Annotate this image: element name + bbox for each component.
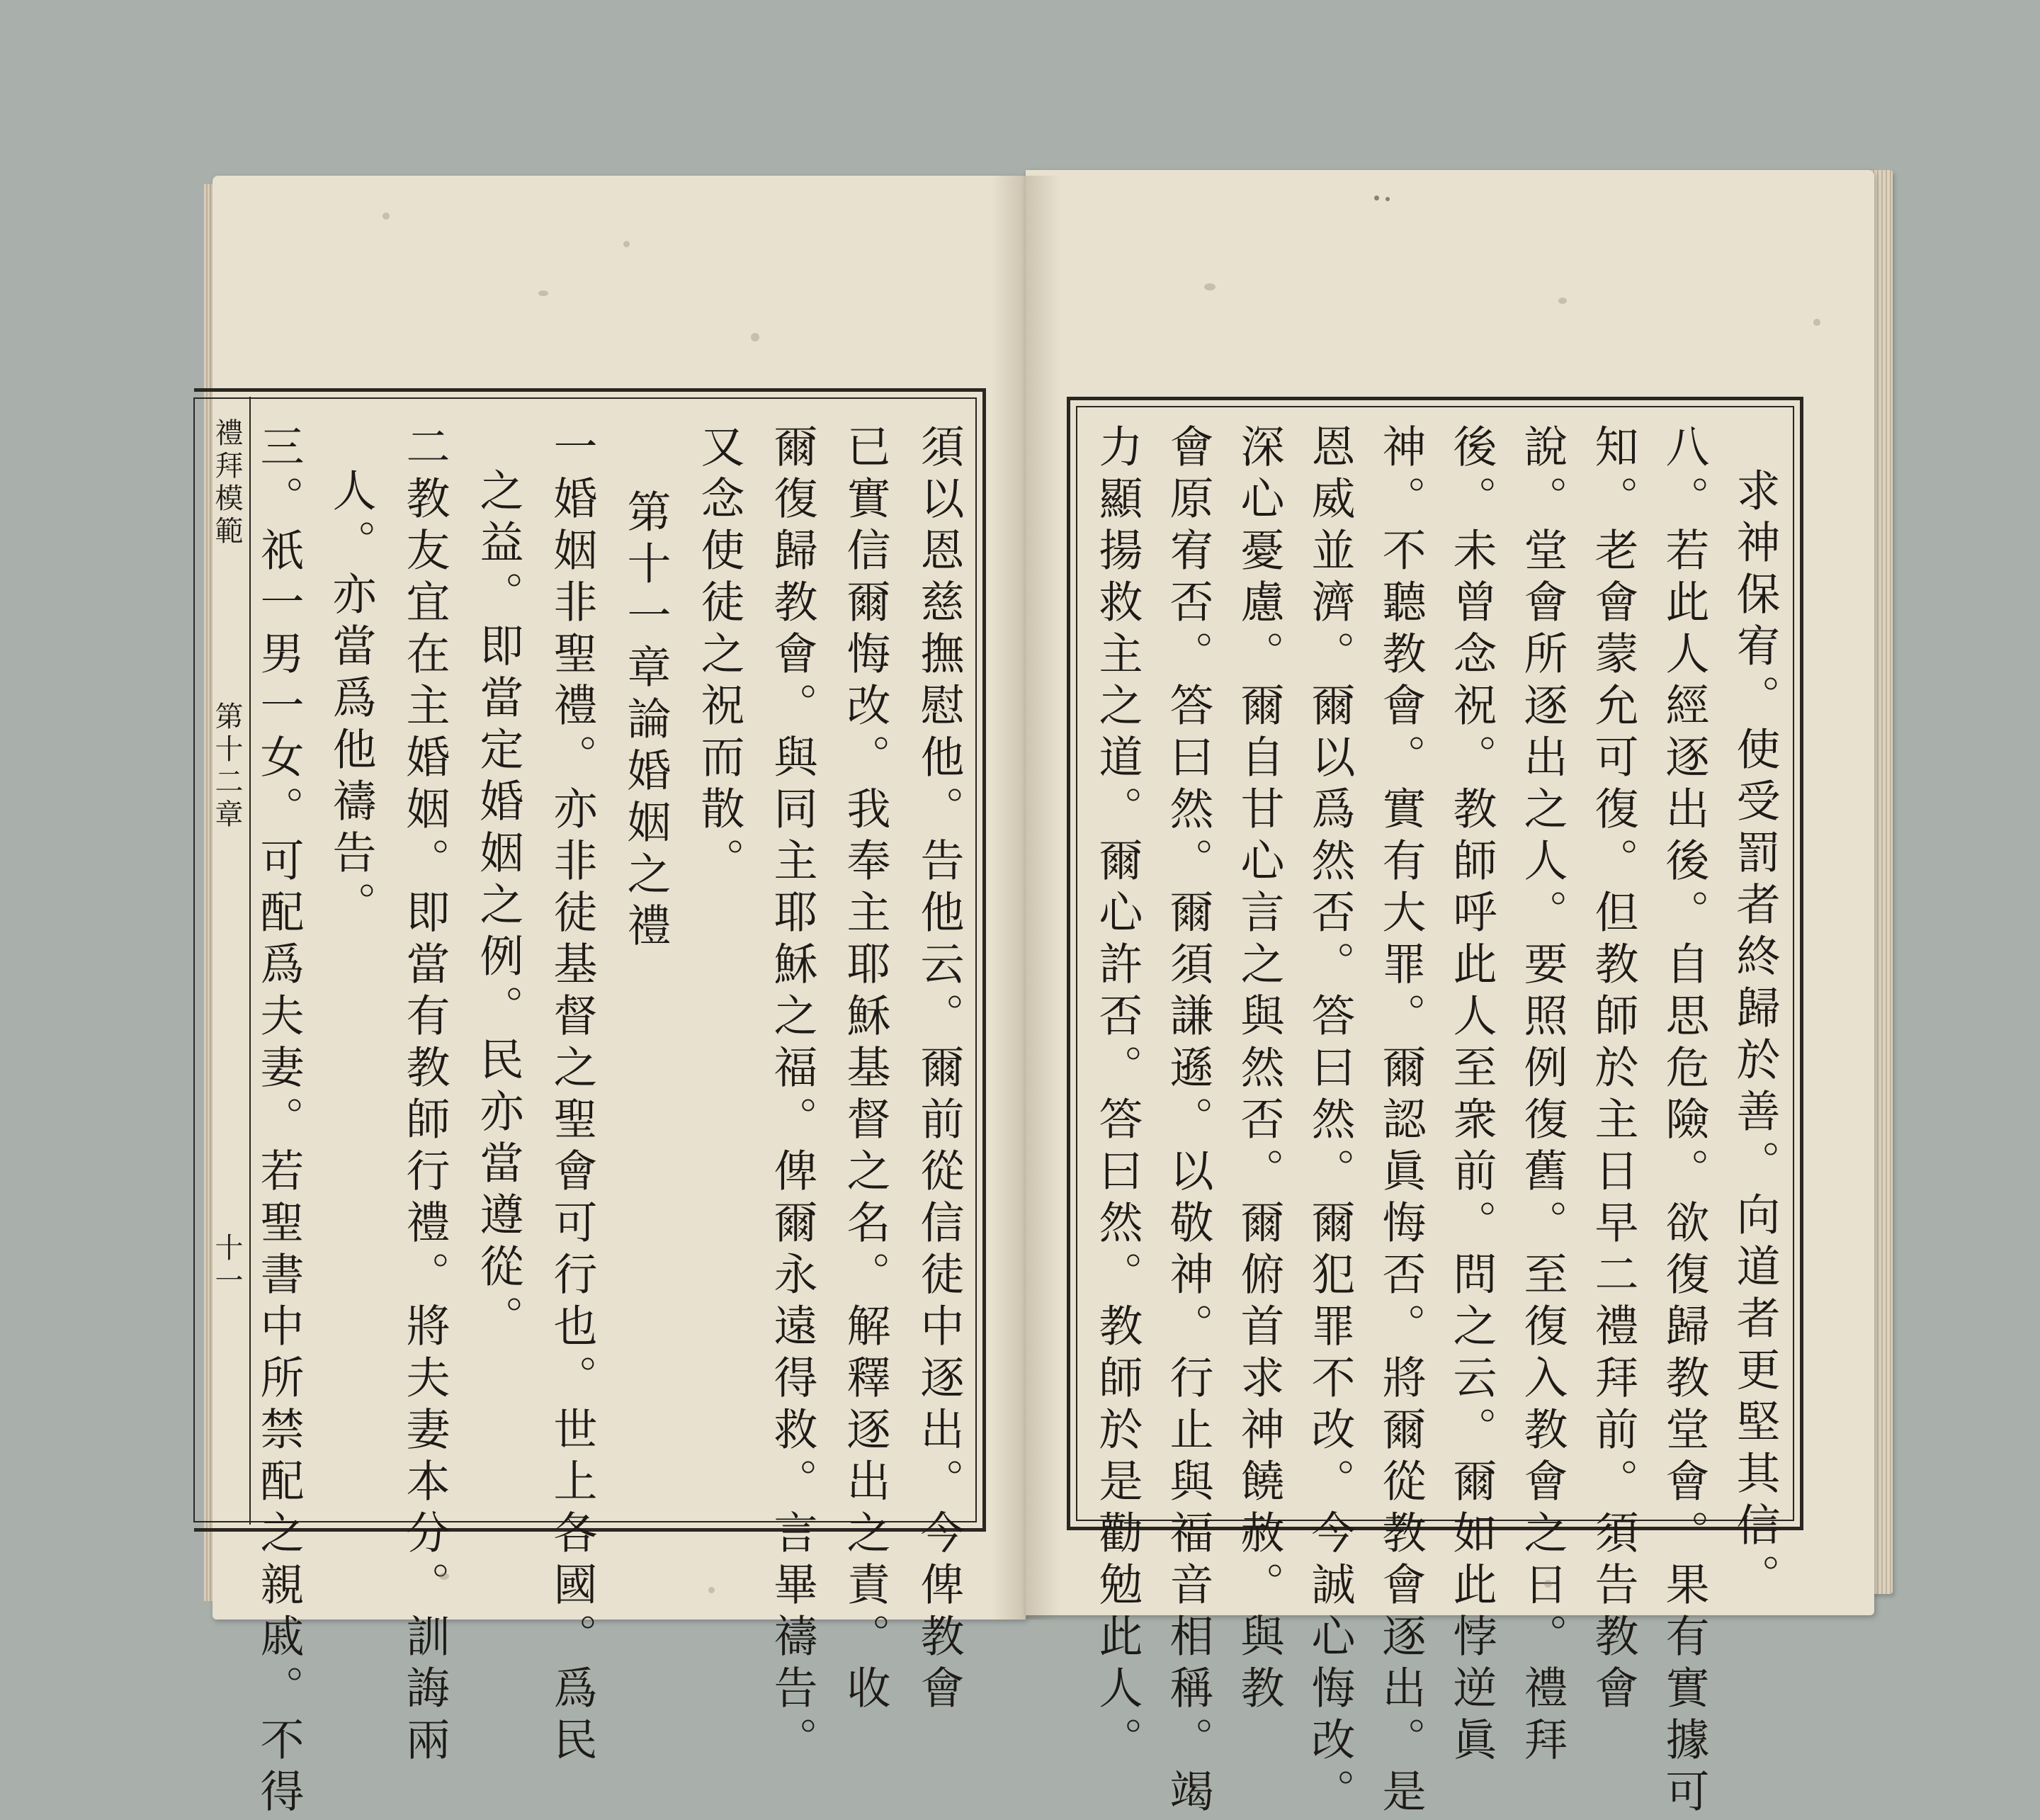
paper-speck bbox=[439, 1573, 449, 1580]
paper-speck bbox=[538, 290, 548, 296]
right-column-8: 深心憂慮。爾自甘心言之與然否。爾俯首求神饒赦。與教 bbox=[1233, 424, 1285, 1717]
right-column-5: 後。未曾念祝。教師呼此人至衆前。問之云。爾如此悖逆眞 bbox=[1446, 424, 1497, 1768]
paper-speck bbox=[1544, 1580, 1552, 1588]
right-column-4: 說。堂會所逐出之人。要照例復舊。至復入教會之日。禮拜 bbox=[1517, 424, 1568, 1768]
right-column-2: 八。若此人經逐出後。自思危險。欲復歸教堂會。果有實據可 bbox=[1658, 424, 1710, 1820]
paper-speck bbox=[1813, 319, 1820, 326]
left-column-1: 須以恩慈撫慰他。告他云。爾前從信徒中逐出。今俾教會 bbox=[913, 424, 965, 1717]
right-column-6: 神。不聽教會。實有大罪。爾認眞悔否。將爾從教會逐出。是 bbox=[1375, 424, 1427, 1820]
paper-speck bbox=[382, 213, 390, 220]
left-column-9: 人。亦當爲他禱告。 bbox=[325, 468, 377, 933]
chapter-label: 第十二章 bbox=[210, 701, 243, 832]
book-title: 禮拜模範 bbox=[210, 418, 243, 548]
paper-speck bbox=[1386, 197, 1390, 201]
chapter-heading: 第十一章論婚姻之禮 bbox=[620, 489, 672, 954]
paper-speck bbox=[1558, 298, 1567, 304]
right-column-1: 求神保宥。使受罰者終歸於善。向道者更堅其信。 bbox=[1729, 468, 1781, 1605]
left-column-10: 三。祇一男一女。可配爲夫妻。若聖書中所禁配之親戚。不得 bbox=[253, 424, 305, 1820]
right-column-7: 恩威並濟。爾以爲然否。答曰然。爾犯罪不改。今誠心悔改。 bbox=[1304, 424, 1356, 1820]
paper-speck bbox=[751, 333, 759, 341]
paper-speck bbox=[623, 241, 630, 247]
right-column-3: 知。老會蒙允可復。但教師於主日早二禮拜前。須告教會 bbox=[1587, 424, 1639, 1717]
left-column-7: 之益。即當定婚姻之例。民亦當遵從。 bbox=[472, 468, 524, 1347]
left-column-3: 爾復歸教會。與同主耶穌之福。俾爾永遠得救。言畢禱告。 bbox=[766, 424, 818, 1768]
paper-speck bbox=[708, 1587, 715, 1593]
right-column-9: 會原宥否。答曰然。爾須謙遜。以敬神。行止與福音相稱。竭 bbox=[1162, 424, 1214, 1820]
left-column-4: 又念使徒之祝而散。 bbox=[693, 424, 745, 889]
left-column-6: 一婚姻非聖禮。亦非徒基督之聖會可行也。世上各國。爲民 bbox=[546, 424, 598, 1768]
paper-speck bbox=[1204, 283, 1216, 290]
paper-speck bbox=[1374, 196, 1379, 200]
margin-divider bbox=[249, 397, 251, 1525]
left-column-8: 二教友宜在主婚姻。即當有教師行禮。將夫妻本分。訓誨兩 bbox=[399, 424, 450, 1768]
right-column-10: 力顯揚救主之道。爾心許否。答曰然。教師於是勸勉此人。 bbox=[1092, 424, 1143, 1768]
left-column-2: 已實信爾悔改。我奉主耶穌基督之名。解釋逐出之責。收 bbox=[839, 424, 891, 1717]
page-number: 十一 bbox=[210, 1233, 243, 1298]
